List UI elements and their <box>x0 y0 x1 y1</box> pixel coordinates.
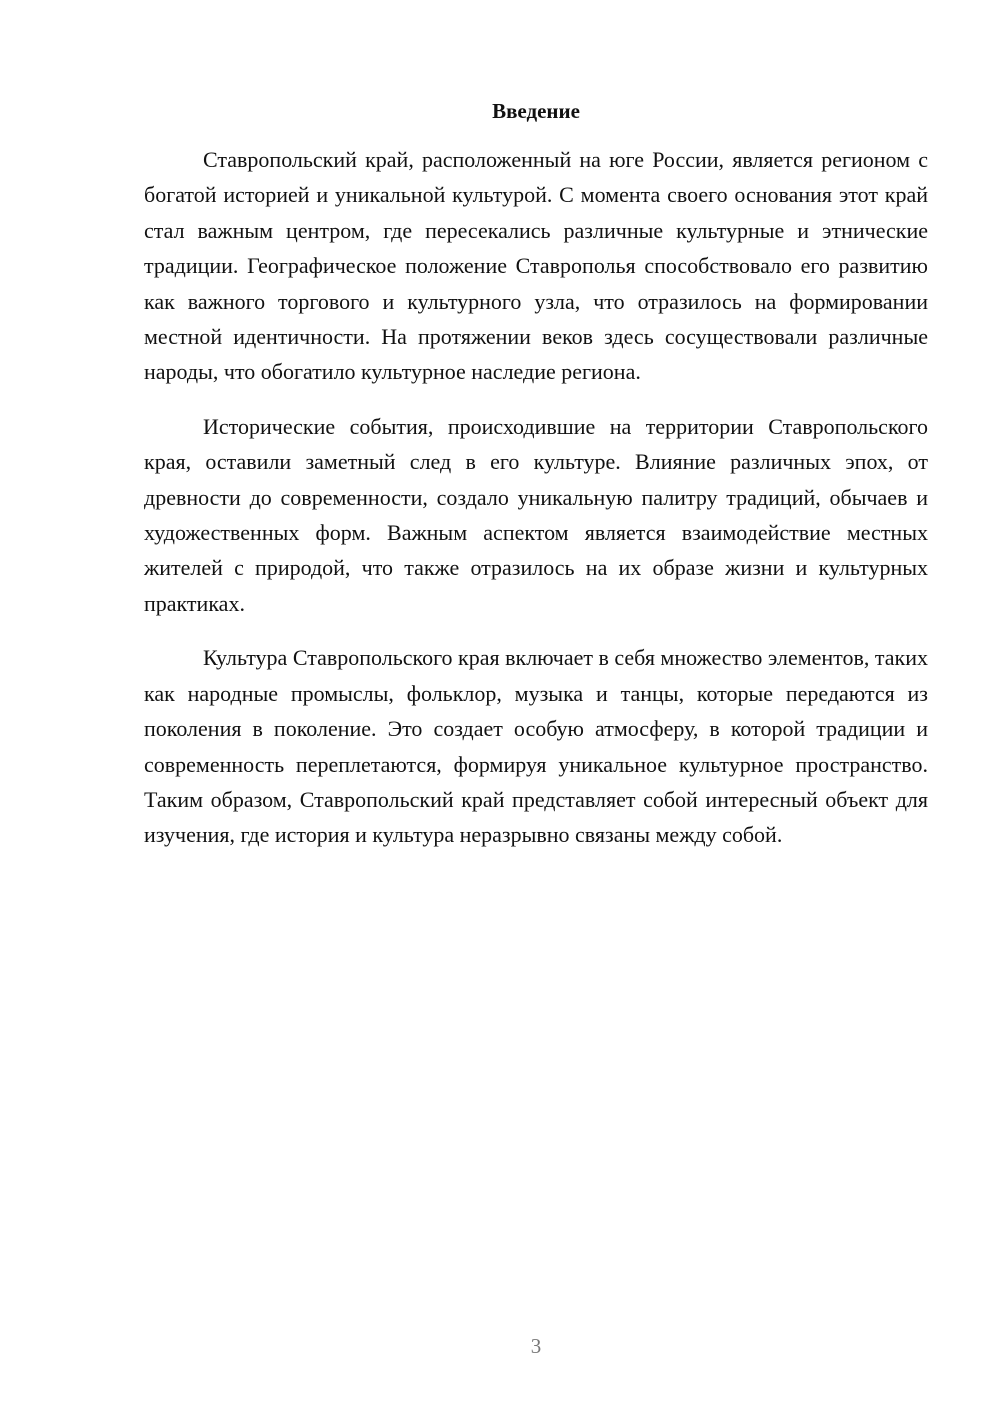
section-heading: Введение <box>492 99 580 123</box>
paragraph-3: Культура Ставропольского края включает в себя множество элементов, таких как народные промыслы, фольклор, музыка и танцы, которые передаются из поколения в поколение. Это создает особую атмосферу, в которой традиции и современность переплетаются, формируя уникальное культурное пространство. Таким образом, Ставропольский край представляет собой интересный объект для изучения, где история и культура неразрывно связаны между собой. <box>144 645 928 848</box>
body-text <box>144 142 928 872</box>
paragraph-2: Исторические события, происходившие на территории Ставропольского края, оставили заметный след в его культуре. Влияние различных эпох, от древности до современности, создало уникальную палитру традиций, обычаев и художественных форм. Важным аспектом является взаимодействие местных жителей с природой, что также отразилось на их образе жизни и культурных практиках. <box>144 413 928 616</box>
paragraph-1: Ставропольский край, расположенный на юге России, является регионом с богатой историей и уникальной культурой. С момента своего основания этот край стал важным центром, где пересекались различные культурные и этнические традиции. Географическое положение Ставрополья способствовало его развитию как важного торгового и культурного узла, что отразилось на формировании местной идентичности. На протяжении веков здесь сосуществовали различные народы, что обогатило культурное наследие региона. <box>144 147 928 385</box>
page-number: 3 <box>530 1334 542 1358</box>
